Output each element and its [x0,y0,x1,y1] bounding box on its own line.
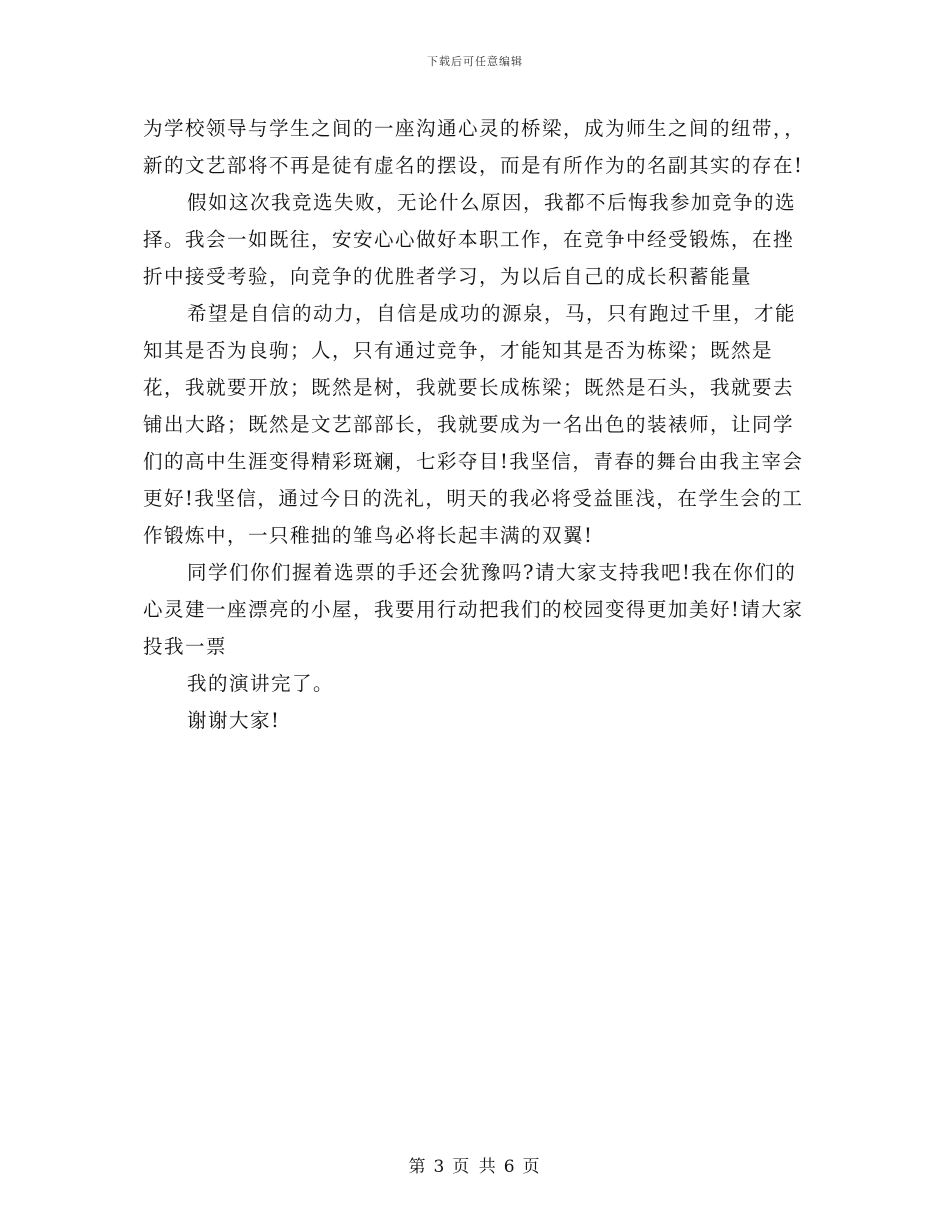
total-pages-number: 6 [503,1157,517,1177]
paragraph-2: 假如这次我竞选失败，无论什么原因，我都不后悔我参加竞争的选择。我会一如既往，安安心心做好本职工作，在竞争中经受锻炼，在挫折中接受考验，向竞争的优胜者学习，为以后自己的成长积蓄能量 [143,191,797,288]
footer-suffix: 页 [522,1157,542,1177]
paragraph-3: 希望是自信的动力，自信是成功的源泉，马，只有跑过千里，才能知其是否为良驹；人，只有通过竞争，才能知其是否为栋梁；既然是花，我就要开放；既然是树，我就要长成栋梁；既然是石头，我就要去铺出大路；既然是文艺部部长，我就要成为一名出色的装裱师，让同学们的高中生涯变得精彩斑斓，七彩夺目!我坚信，青春的舞台由我主宰会更好!我坚信，通过今日的洗礼，明天的我必将受益匪浅，在学生会的工作锻炼中，一只稚拙的雏鸟必将长起丰满的双翼! [143,302,804,547]
document-body [143,110,811,739]
paragraph-5: 我的演讲完了。 [187,672,335,695]
paragraph-6: 谢谢大家! [187,709,281,732]
current-page-number: 3 [433,1157,447,1177]
page-footer [0,1152,950,1177]
paragraph-1: 为学校领导与学生之间的一座沟通心灵的桥梁，成为师生之间的纽带，，新的文艺部将不再是徒有虚名的摆设，而是有所作为的名副其实的存在! [143,117,806,177]
paragraph-4: 同学们你们握着选票的手还会犹豫吗?请大家支持我吧!我在你们的心灵建一座漂亮的小屋，我要用行动把我们的校园变得更加美好!请大家投我一票 [143,561,804,658]
footer-middle: 页 共 [452,1157,498,1177]
header-note: 下载后可任意编辑 [427,55,523,68]
footer-prefix: 第 [408,1157,428,1177]
